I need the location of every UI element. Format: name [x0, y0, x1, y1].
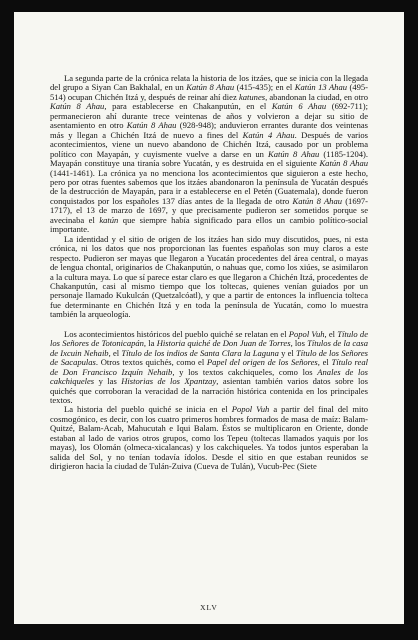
italic-text: Títulos de la casa de Ixcuin Nehaib — [50, 338, 368, 358]
italic-text: Historias de los Xpantzay — [121, 376, 217, 387]
text-run: y las — [94, 376, 122, 387]
paragraph-quiche-sources — [50, 330, 368, 406]
text-run: , el — [317, 357, 332, 368]
italic-text: Título de los indios de Santa Clara la Laguna — [121, 347, 279, 358]
page-number: XLV — [200, 603, 218, 612]
text-run: , los — [290, 338, 308, 349]
italic-text: Título real de Don Francisco Izquín Nehaib — [50, 357, 368, 377]
italic-text: Katún 8 Ahau — [186, 82, 235, 93]
text-run: , el — [108, 347, 122, 358]
text-run: . Después de varios acontecimientos, viene un nuevo abandono de Chichén Itzá, causado por un problema político con Mayapán, y cuyismente vuelve a darse en un — [50, 129, 368, 159]
book-page — [14, 12, 404, 624]
italic-text: Popol Vuh — [231, 404, 270, 415]
italic-text: Papel del origen de los Señores — [206, 357, 318, 368]
text-run: . Otros textos quichés, como el — [95, 357, 207, 368]
italic-text: Katún 8 Ahau — [50, 101, 105, 112]
italic-text: Historia quiché de Don Juan de Torres — [156, 338, 291, 349]
italic-text: Katún 4 Ahau — [242, 129, 295, 140]
text-run: , asientan también varios datos sobre los quichés que corroboran la veracidad de la narración histórica contenida en los principales textos. — [50, 376, 368, 405]
text-run: , abandonan la ciudad, en otro — [265, 91, 369, 102]
text-run: (692-711); permanecieron ahí durante trece veintenas de años y volvieron a dejar su sitio de asentamiento en otro — [50, 101, 368, 131]
italic-text: Popol Vuh — [288, 328, 325, 339]
text-run: , el — [324, 328, 338, 339]
italic-text: Katún 6 Ahau — [271, 101, 327, 112]
paragraph-itzaes-identity — [50, 235, 368, 320]
italic-text: Título de los Señores de Sacapulas — [50, 347, 368, 368]
text-run: (495-514) ocupan Chichén Itzá y, después de reinar ahí diez — [50, 82, 368, 102]
italic-text: Katún 13 Ahau — [294, 82, 348, 93]
text-run: (928-948); anduvieron errantes durante dos veintenas más y llegan a Chichén Itzá de nuevo a fines del — [50, 120, 368, 140]
text-run: (415-435); en el — [234, 82, 295, 93]
italic-text: Katún 8 Ahau — [126, 120, 177, 131]
text-run: , la — [143, 338, 157, 349]
text-run: , y los textos cakchiqueles, como los — [172, 366, 318, 377]
body-text — [50, 74, 368, 472]
italic-text: Katún 8 Ahau — [319, 158, 368, 169]
text-run: (1697-1717), el 13 de marzo de 1697, y que precisamente pudieron ser sometidos porque se avecinaba el — [50, 195, 368, 225]
text-run: (1441-1461). La crónica ya no menciona los acontecimientos que siguieron a este hecho, pero por otras fuentes sabemos que los itzáes abandonaron la península de Yucatán después de la destrucción de Mayapán, para ir a establecerse en el Petén (Guatemala), donde fueron conquistados por los españoles 137 días antes de la llegada de otro — [50, 167, 368, 206]
text-run: La identidad y el sitio de origen de los itzáes han sido muy discutidos, pues, ni esta crónica, ni los datos que nos proporcionan las fuentes españolas son muy claros a este respecto. Pudieron ser mayas que llegaron a Yucatán procedentes del área central, o mayas de lengua chontal, originarios de Chakanputún, o nahuas que, como los xiúes, se asimilaron a la cultura maya. Lo que sí parece estar claro es que llegaron a Chichén Itzá, procedentes de Chakanputún, casi al mismo tiempo que los toltecas, quienes venían guiados por un personaje llamado Kukulcán (Quetzalcóatl), y que a partir de entonces la influencia tolteca fue determinante en Chichén Itzá y en toda la península de Yucatán, como lo muestra también la arqueología. — [50, 233, 368, 320]
italic-text: Anales de los cakchiqueles — [50, 366, 369, 387]
text-run: y el — [278, 347, 297, 358]
text-run: La segunda parte de la crónica relata la historia de los itzáes, que se inicia con la llegada del grupo a Siyan Can Bakhalal, en un — [50, 73, 368, 93]
italic-text: Título de los Señores de Totonicapán — [50, 328, 368, 349]
text-run: La historia del pueblo quiché se inicia en el — [64, 404, 232, 415]
italic-text: Katún 8 Ahau — [292, 195, 342, 206]
text-run: , para establecerse en Chakanputún, en el — [104, 101, 272, 112]
text-run: a partir del final del mito cosmogónico, es decir, con los cuatro primeros hombres formados de masa de maíz: Balam-Quitzé, Balam-Acab, Mahucutah e Iqui Balam. Éstos se multiplicaron en Oriente, donde estaban al lado de varios otros grupos, como los Tepeu (toltecas llamados yaquis por los mayas), los Olomán (olmeca-xicalancas) y los cakchiqueles. Ya todos juntos esperaban la salida del Sol, y no tenían todavía ídolos. Desde el sitio en que estaban reunidos se dirigieron hacia la ciudad de Tulán-Zuiva (Cueva de Tulán), Vucub-Pec (Siete — [50, 404, 368, 472]
paragraph-itzaes-chronicle — [50, 74, 368, 235]
paragraph-quiche-history — [50, 405, 368, 471]
italic-text: katunes — [238, 91, 266, 102]
text-run: (1185-1204). Mayapán constituye una tiranía sobre Yucatán, y es destruida en el siguiente — [50, 148, 368, 169]
text-run: que siempre había significado para ellos un cambio político-social importante. — [50, 214, 369, 235]
italic-text: katún — [99, 214, 119, 225]
text-run: Los acontecimientos históricos del pueblo quiché se relatan en el — [64, 328, 289, 339]
italic-text: Katún 8 Ahau — [268, 148, 320, 159]
